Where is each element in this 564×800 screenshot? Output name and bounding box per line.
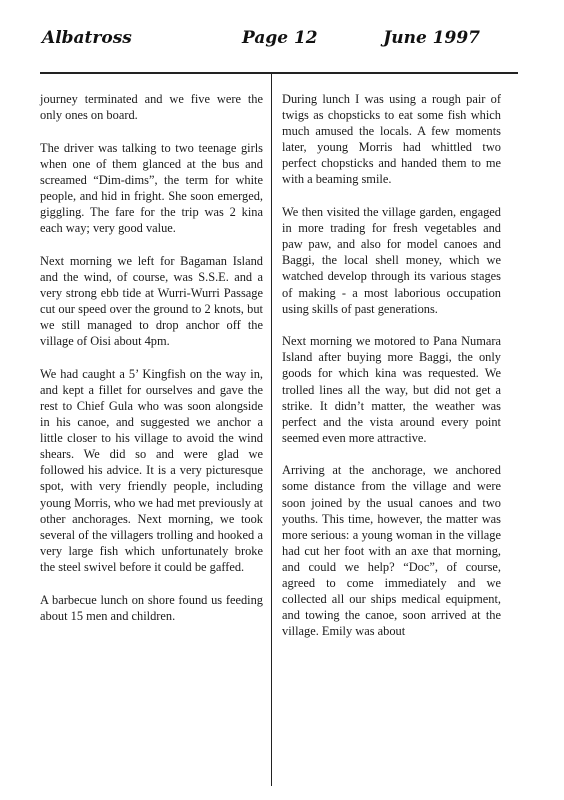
column-divider bbox=[271, 74, 272, 786]
paragraph: Next morning we left for Bagaman Island and the wind, of course, was S.S.E. and a very strong ebb tide at Wurri-Wurri Passage cut our speed over the ground to 2 knots, but we still managed to drop anchor off the village of Oisi about 4pm. bbox=[40, 253, 263, 349]
paragraph: journey terminated and we five were the only ones on board. bbox=[40, 92, 263, 123]
publication-title: Albatross bbox=[42, 28, 132, 48]
paragraph: We had caught a 5’ Kingfish on the way in, and kept a fillet for ourselves and gave the rest to Chief Gula who was soon alongside in his canoe, and suggested we anchor a little closer to his village to avoid the wind shears. We did so and were glad we followed his advice. It is a very picturesque spot, with very friendly people, including young Morris, who we had met previously at other anchorages. Next morning, we took several of the villagers trolling and hooked a very large fish which unfortunately broke the steel swivel before it could be gaffed. bbox=[40, 366, 263, 574]
paragraph: We then visited the village garden, engaged in more trading for fresh vegetables and paw paw, and also for model canoes and Baggi, the local shell money, which we watched develop through its various stages of making - a most laborious occupation using skills of past generations. bbox=[282, 205, 501, 316]
left-column bbox=[40, 91, 263, 640]
paragraph: During lunch I was using a rough pair of twigs as chopsticks to eat some fish which much amused the locals. A few moments later, young Morris had whittled two perfect chopsticks and handed them to me with a beaming smile. bbox=[282, 92, 501, 187]
header-rule bbox=[40, 72, 518, 74]
paragraph: Arriving at the anchorage, we anchored some distance from the village and were soon joined by the usual canoes and two youths. This time, however, the matter was more serious: a young woman in the village had cut her foot with an axe that morning, and could we help? “Doc”, of course, agreed to come immediately and we collected all our ships medical equipment, and towing the canoe, soon arrived at the village. Emily was about bbox=[282, 463, 501, 639]
page-number: Page 12 bbox=[242, 28, 318, 48]
right-column bbox=[282, 91, 501, 656]
paragraph: Next morning we motored to Pana Numara Island after buying more Baggi, the only goods for which kina was requested. We trolled lines all the way, but did not get a strike. It didn’t matter, the weather was perfect and the vista around every point seemed even more attractive. bbox=[282, 334, 501, 445]
paragraph: The driver was talking to two teenage girls when one of them glanced at the bus and screamed “Dim-dims”, the term for white people, and hid in fright. She soon emerged, giggling. The fare for the trip was 2 kina each way; very good value. bbox=[40, 140, 263, 236]
page-header bbox=[42, 28, 480, 54]
paragraph: A barbecue lunch on shore found us feeding about 15 men and children. bbox=[40, 592, 263, 623]
issue-date: June 1997 bbox=[383, 28, 480, 48]
